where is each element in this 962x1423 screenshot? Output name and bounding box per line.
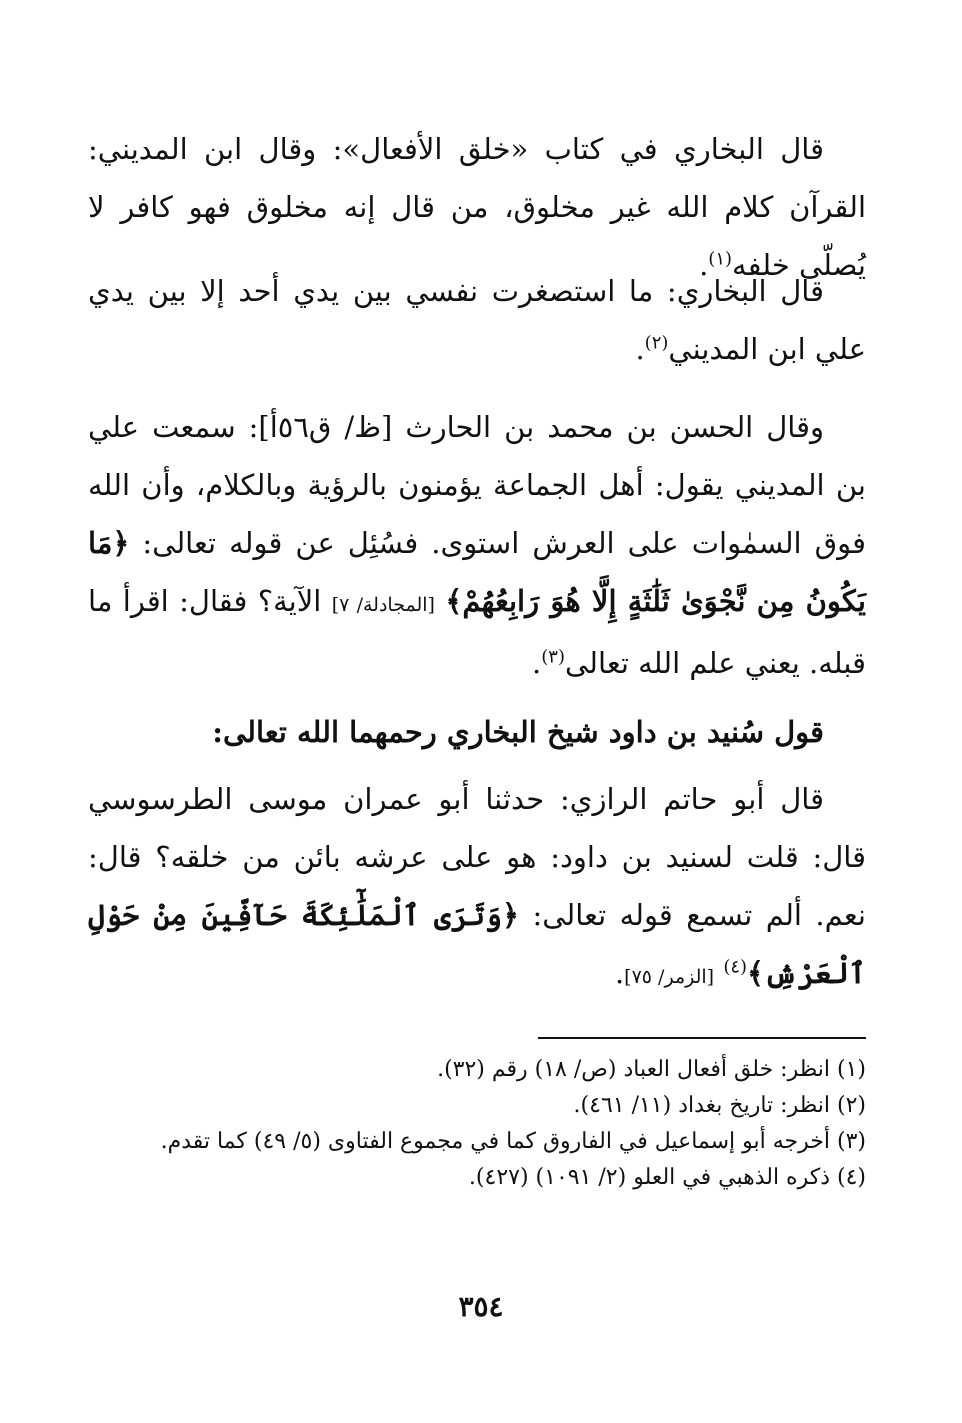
quran-verse-mujadila: ﴿مَا يَكُونُ مِن نَّجْوَىٰ ثَلَٰثَةٍ إِلَّا هُوَ رَابِعُهُمْ﴾	[88, 526, 866, 618]
footnote-ref-1: (١)	[708, 248, 733, 270]
paragraph-1-text: قال البخاري في كتاب «خلق الأفعال»: وقال ابن المديني: القرآن كلام الله غير مخلوق، من قال إنه مخلوق فهو كافر لا يُصلّى خلفه	[88, 132, 866, 282]
footnote-ref-2: (٢)	[644, 332, 669, 354]
footnote-4: (٤) ذكره الذهبي في العلو (٢/ ١٠٩١) (٤٢٧).	[468, 1165, 866, 1190]
section-heading: قول سُنيد بن داود شيخ البخاري رحمهما الله تعالى:	[212, 715, 824, 749]
verse-reference-mujadila: [المجادلة/ ٧]	[331, 594, 435, 616]
footnote-1: (١) انظر: خلق أفعال العباد (ص/ ١٨) رقم (٣٢).	[437, 1057, 866, 1082]
paragraph-3-text-b: الآية؟ فقال: اقرأ ما قبله. يعني علم الله تعالى	[88, 584, 866, 680]
paragraph-1: قال البخاري في كتاب «خلق الأفعال»: وقال ابن المديني: القرآن كلام الله غير مخلوق، من قال إنه مخلوق فهو كافر لا يُصلّى خلفه$^{(١)}$.	[88, 132, 866, 282]
footnote-separator	[538, 1037, 866, 1039]
paragraph-4-text: قال أبو حاتم الرازي: حدثنا أبو عمران موسى الطرسوسي قال: قلت لسنيد بن داود: هو على عرشه بائن من خلقه؟ قال: نعم. ألم تسمع قوله تعالى:	[88, 782, 866, 932]
verse-reference-zumar: [الزمر/ ٧٥]	[624, 966, 715, 988]
page-number: ٣٥٤	[458, 1290, 504, 1323]
paragraph-2: قال البخاري: ما استصغرت نفسي بين يدي أحد إلا بين يدي علي ابن المديني$^{(٢)}$.	[88, 274, 866, 366]
footnote-ref-3: (٣)	[541, 646, 565, 668]
footnote-ref-4: (٤)	[723, 956, 748, 978]
quran-verse-zumar: ﴿وَتَرَى ٱلْمَلَٰٓئِكَةَ حَآفِّينَ مِنْ حَوْلِ ٱلْعَرْشِ﴾	[88, 898, 866, 990]
paragraph-2-text: قال البخاري: ما استصغرت نفسي بين يدي أحد إلا بين يدي علي ابن المديني	[88, 274, 866, 366]
paragraph-4: قال أبو حاتم الرازي: حدثنا أبو عمران موسى الطرسوسي قال: قلت لسنيد بن داود: هو على عرشه بائن من خلقه؟ قال: نعم. ألم تسمع قوله تعالى: ﴿وَتَرَى ٱلْمَلَٰٓئِكَةَ حَآفِّينَ مِنْ حَوْلِ ٱلْعَرْشِ﴾$^{(٤)}$ [الزمر/ ٧٥].	[88, 782, 866, 990]
footnote-2: (٢) انظر: تاريخ بغداد (١١/ ٤٦١).	[573, 1093, 866, 1118]
paragraph-3: وقال الحسن بن محمد بن الحارث [ظ/ ق٥٦أ]: سمعت علي بن المديني يقول: أهل الجماعة يؤمنون بالرؤية وبالكلام، وأن الله فوق السمٰوات على العرش استوى. فسُئِل عن قوله تعالى: ﴿مَا يَكُونُ مِن نَّجْوَىٰ ثَلَٰثَةٍ إِلَّا هُوَ رَابِعُهُمْ﴾ [المجادلة/ ٧] الآية؟ فقال: اقرأ ما قبله. يعني علم الله تعالى$^{(٣)}$.	[88, 410, 866, 680]
paragraph-3-text-a: وقال الحسن بن محمد بن الحارث [ظ/ ق٥٦أ]: سمعت علي بن المديني يقول: أهل الجماعة يؤمنون بالرؤية وبالكلام، وأن الله فوق السمٰوات على العرش استوى. فسُئِل عن قوله تعالى:	[88, 410, 866, 560]
footnotes	[88, 1052, 866, 1196]
footnote-3: (٣) أخرجه أبو إسماعيل في الفاروق كما في مجموع الفتاوى (٥/ ٤٩) كما تقدم.	[160, 1129, 866, 1154]
section-heading-block	[88, 703, 866, 761]
